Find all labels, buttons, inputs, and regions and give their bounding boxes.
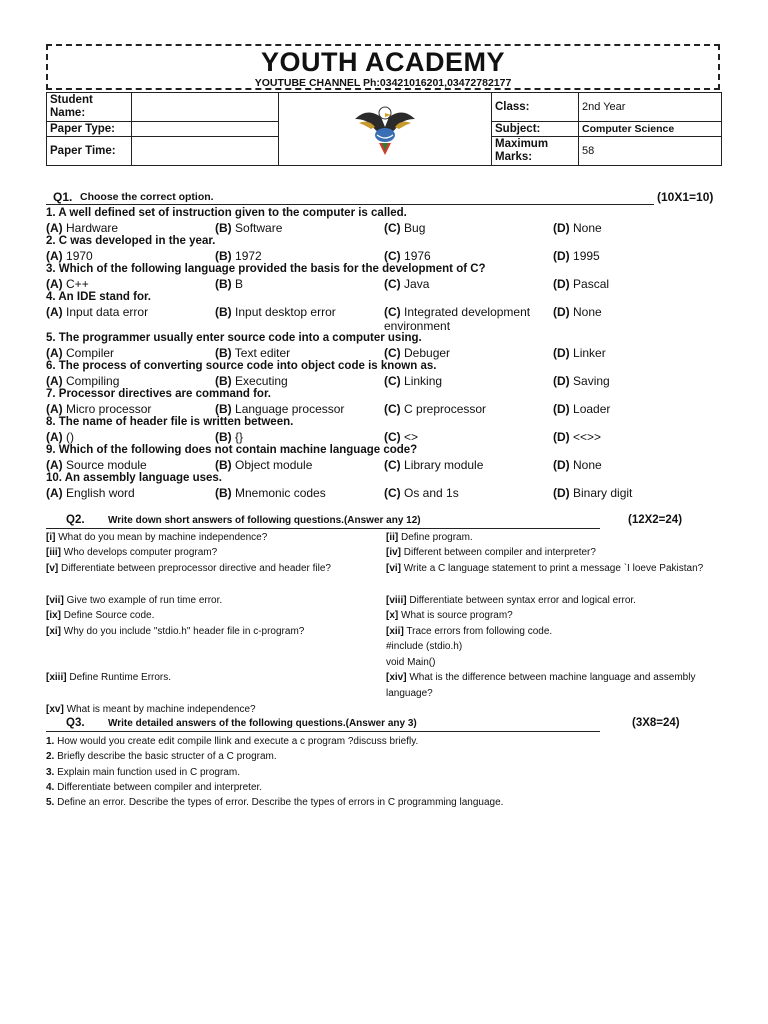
- q3-number: Q3.: [66, 717, 85, 729]
- mcq-2-option-b: (B) 1972: [215, 249, 262, 263]
- mcq-2-option-c: (C) 1976: [384, 249, 431, 263]
- mcq-6-option-d: (D) Saving: [553, 374, 610, 388]
- subject-value: Computer Science: [579, 122, 722, 137]
- q1-marks: (10X1=10): [657, 190, 714, 204]
- long-question-1: 1. How would you create edit compile llink and execute a c program ?discuss briefly.: [46, 736, 419, 747]
- q3-title: Write detailed answers of the following questions.(Answer any 3): [108, 718, 417, 729]
- short-question-8: [viii] Differentiate between syntax error and logical error.: [386, 595, 636, 606]
- code-line-include: #include (stdio.h): [386, 641, 463, 652]
- logo-cell: [279, 93, 492, 166]
- mcq-question-9: 9. Which of the following does not contain machine language code?: [46, 444, 418, 456]
- mcq-10-option-c: (C) Os and 1s: [384, 486, 459, 500]
- academy-title: YOUTH ACADEMY: [260, 47, 505, 77]
- student-name-label: Student Name:: [47, 93, 132, 122]
- mcq-9-option-d: (D) None: [553, 458, 602, 472]
- student-name-field: [132, 93, 279, 122]
- long-question-5: 5. Define an error. Describe the types of error. Describe the types of errors in C programming language.: [46, 797, 504, 808]
- short-question-4: [iv] Different between compiler and interpreter?: [386, 547, 596, 558]
- short-question-3: [iii] Who develops computer program?: [46, 547, 218, 558]
- short-question-10: [x] What is source program?: [386, 610, 513, 621]
- paper-type-field: [132, 122, 279, 137]
- mcq-6-option-a: (A) Compiling: [46, 374, 120, 388]
- mcq-1-option-b: (B) Software: [215, 221, 283, 235]
- long-question-3: 3. Explain main function used in C program.: [46, 767, 240, 778]
- short-question-6: [vi] Write a C language statement to print a message `I loeve Pakistan?: [386, 563, 704, 574]
- mcq-6-option-c: (C) Linking: [384, 374, 443, 388]
- q1-number: Q1.: [53, 190, 73, 204]
- mcq-4-option-c: (C) Integrated development environment: [384, 305, 531, 333]
- mcq-question-3: 3. Which of the following language provided the basis for the development of C?: [46, 263, 486, 275]
- q1-title: Choose the correct option.: [80, 191, 214, 203]
- mcq-3-option-b: (B) B: [215, 277, 244, 291]
- max-marks-value: 58: [579, 137, 722, 166]
- mcq-question-2: 2. C was developed in the year.: [46, 235, 216, 247]
- mcq-question-7: 7. Processor directives are command for.: [46, 388, 271, 400]
- q2-marks: (12X2=24): [628, 514, 683, 526]
- long-question-2: 2. Briefly describe the basic structer of a C program.: [46, 751, 277, 762]
- eagle-logo-icon: [353, 97, 417, 159]
- mcq-5-option-c: (C) Debuger: [384, 346, 451, 360]
- short-question-1: [i] What do you mean by machine independence?: [46, 532, 268, 543]
- mcq-2-option-d: (D) 1995: [553, 249, 600, 263]
- mcq-question-10: 10. An assembly language uses.: [46, 472, 222, 484]
- mcq-question-8: 8. The name of header file is written between.: [46, 416, 294, 428]
- class-value: 2nd Year: [579, 93, 722, 122]
- mcq-9-option-a: (A) Source module: [46, 458, 147, 472]
- mcq-4-option-b: (B) Input desktop error: [215, 305, 336, 319]
- paper-type-label: Paper Type:: [47, 122, 132, 137]
- q2-title: Write down short answers of following questions.(Answer any 12): [108, 515, 421, 526]
- channel-info: YOUTUBE CHANNEL Ph:03421016201,03472782177: [254, 77, 512, 89]
- mcq-question-1: 1. A well defined set of instruction given to the computer is called.: [46, 207, 407, 219]
- mcq-question-6: 6. The process of converting source code into object code is known as.: [46, 360, 437, 372]
- q3-underline: [46, 731, 600, 732]
- q1-underline: [46, 204, 654, 205]
- class-label: Class:: [492, 93, 579, 122]
- short-question-5: [v] Differentiate between preprocessor directive and header file?: [46, 563, 331, 574]
- q2-number: Q2.: [66, 514, 85, 526]
- max-marks-label: Maximum Marks:: [492, 137, 579, 166]
- mcq-3-option-c: (C) Java: [384, 277, 430, 291]
- mcq-5-option-a: (A) Compiler: [46, 346, 115, 360]
- short-question-9: [ix] Define Source code.: [46, 610, 155, 621]
- mcq-question-4: 4. An IDE stand for.: [46, 291, 152, 303]
- q3-marks: (3X8=24): [632, 717, 680, 729]
- mcq-8-option-c: (C) <>: [384, 430, 419, 444]
- mcq-4-option-a: (A) Input data error: [46, 305, 149, 319]
- info-table: [46, 92, 722, 166]
- short-question-7: [vii] Give two example of run time error.: [46, 595, 223, 606]
- mcq-1-option-c: (C) Bug: [384, 221, 426, 235]
- mcq-7-option-d: (D) Loader: [553, 402, 611, 416]
- mcq-8-option-a: (A) (): [46, 430, 75, 444]
- long-question-4: 4. Differentiate between compiler and interpreter.: [46, 782, 263, 793]
- mcq-10-option-b: (B) Mnemonic codes: [215, 486, 326, 500]
- mcq-8-option-d: (D) <<>>: [553, 430, 602, 444]
- mcq-3-option-a: (A) C++: [46, 277, 89, 291]
- mcq-9-option-b: (B) Object module: [215, 458, 313, 472]
- mcq-9-option-c: (C) Library module: [384, 458, 484, 472]
- header-box: [46, 44, 720, 90]
- mcq-1-option-a: (A) Hardware: [46, 221, 119, 235]
- mcq-8-option-b: (B) {}: [215, 430, 244, 444]
- mcq-5-option-d: (D) Linker: [553, 346, 606, 360]
- mcq-7-option-c: (C) C preprocessor: [384, 402, 487, 416]
- paper-time-field: [132, 137, 279, 166]
- mcq-4-option-d: (D) None: [553, 305, 602, 319]
- mcq-2-option-a: (A) 1970: [46, 249, 93, 263]
- short-question-15: [xv] What is meant by machine independence?: [46, 704, 256, 715]
- mcq-5-option-b: (B) Text editer: [215, 346, 291, 360]
- short-question-13: [xiii] Define Runtime Errors.: [46, 672, 172, 683]
- paper-time-label: Paper Time:: [47, 137, 132, 166]
- mcq-6-option-b: (B) Executing: [215, 374, 288, 388]
- mcq-7-option-b: (B) Language processor: [215, 402, 345, 416]
- mcq-10-option-a: (A) English word: [46, 486, 135, 500]
- mcq-10-option-d: (D) Binary digit: [553, 486, 633, 500]
- short-question-2: [ii] Define program.: [386, 532, 473, 543]
- mcq-1-option-d: (D) None: [553, 221, 602, 235]
- short-question-11: [xi] Why do you include "stdio.h" header file in c-program?: [46, 626, 305, 637]
- code-line-main: void Main(): [386, 657, 436, 668]
- short-question-14: [xiv] What is the difference between machine language and assembly language?: [386, 672, 696, 699]
- mcq-question-5: 5. The programmer usually enter source code into a computer using.: [46, 332, 422, 344]
- mcq-7-option-a: (A) Micro processor: [46, 402, 152, 416]
- subject-label: Subject:: [492, 122, 579, 137]
- short-question-12: [xii] Trace errors from following code.: [386, 626, 553, 637]
- q2-underline: [46, 528, 600, 529]
- mcq-3-option-d: (D) Pascal: [553, 277, 610, 291]
